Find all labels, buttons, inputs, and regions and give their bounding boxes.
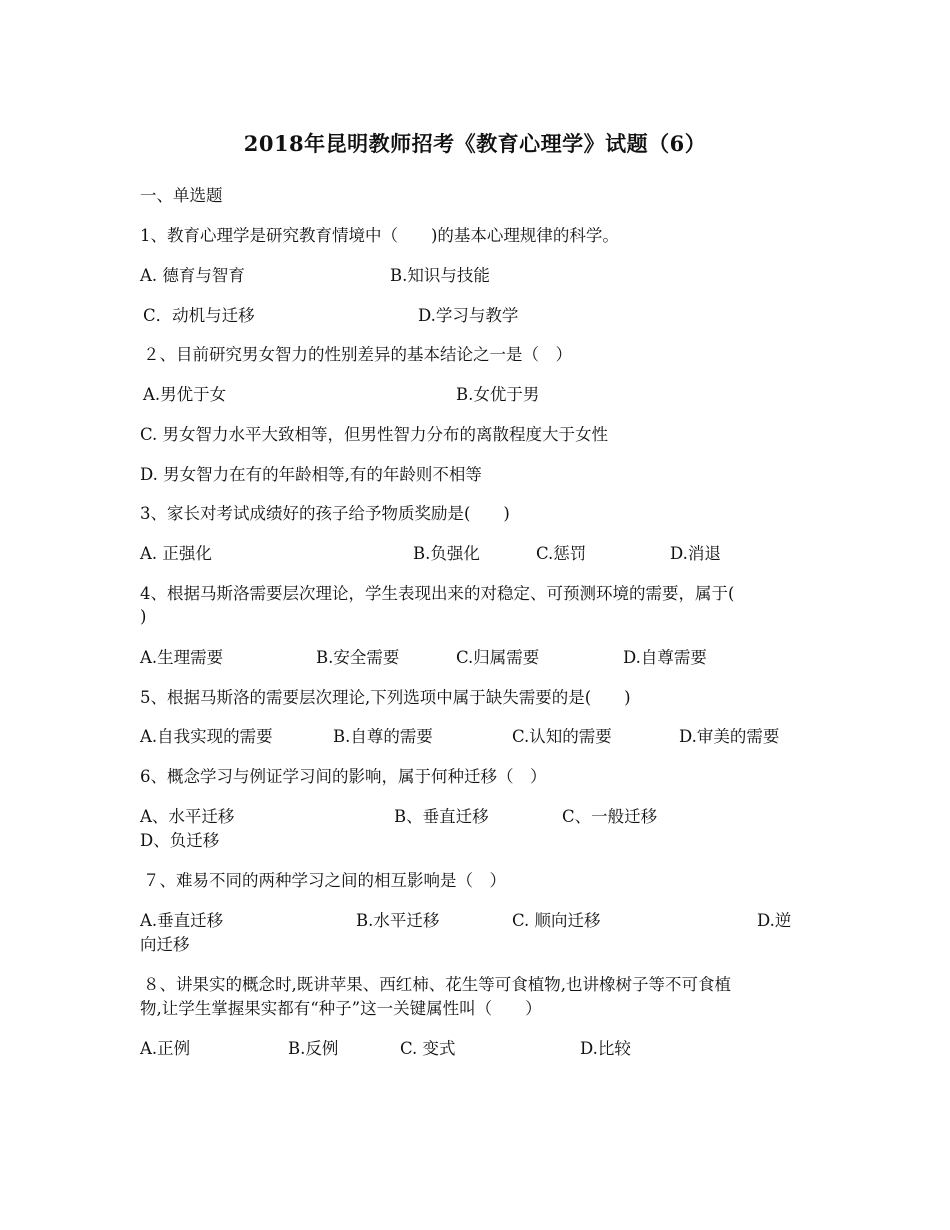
question-7-option-c: C. 顺向迁移 (512, 911, 601, 930)
question-5-option-d: D.审美的需要 (679, 727, 780, 746)
question-4-option-c: C.归属需要 (456, 648, 540, 667)
question-1-option-b: B.知识与技能 (390, 266, 490, 285)
question-7-option-d-continued: 向迁移 (140, 935, 190, 954)
question-5-option-b: B.自尊的需要 (333, 727, 433, 746)
question-4-option-a: A.生理需要 (140, 648, 224, 667)
question-3-option-a: A. 正强化 (140, 544, 212, 563)
question-3-option-c: C.惩罚 (536, 544, 587, 563)
question-2-option-b: B.女优于男 (456, 385, 540, 404)
question-2-stem: ２、目前研究男女智力的性别差异的基本结论之一是（ ） (143, 345, 572, 364)
question-6-stem: 6、概念学习与例证学习间的影响，属于何种迁移（ ） (140, 767, 547, 786)
question-1-option-d: D.学习与教学 (418, 306, 519, 325)
question-1-option-a: A. 德育与智育 (140, 266, 245, 285)
question-6-option-b: B、垂直迁移 (394, 807, 489, 826)
question-1-option-c: C．动机与迁移 (143, 306, 255, 325)
question-7-stem: ７、难易不同的两种学习之间的相互影响是（ ） (143, 871, 506, 890)
question-8-stem-line-1: ８、讲果实的概念时,既讲苹果、西红柿、花生等可食植物,也讲橡树子等不可食植 (143, 975, 731, 994)
section-heading: 一、单选题 (140, 186, 223, 205)
question-4-option-b: B.安全需要 (316, 648, 400, 667)
question-6-option-d: D、负迁移 (140, 831, 220, 850)
question-7-option-d: D.逆 (757, 911, 792, 930)
question-8-option-d: D.比较 (580, 1039, 631, 1058)
question-6-option-c: C、一般迁移 (562, 807, 658, 826)
question-3-option-b: B.负强化 (413, 544, 480, 563)
question-4-stem-line-1: 4、根据马斯洛需要层次理论，学生表现出来的对稳定、可预测环境的需要，属于( (140, 584, 735, 603)
question-5-option-c: C.认知的需要 (512, 727, 612, 746)
question-7-option-b: B.水平迁移 (356, 911, 440, 930)
question-4-option-d: D.自尊需要 (623, 648, 707, 667)
question-8-option-b: B.反例 (288, 1039, 339, 1058)
question-8-stem-line-2: 物,让学生掌握果实都有“种子”这一关键属性叫（ ） (140, 999, 542, 1018)
question-7-option-a: A.垂直迁移 (140, 911, 224, 930)
question-8-option-a: A.正例 (140, 1039, 191, 1058)
question-4-stem-line-2: ) (140, 607, 147, 626)
question-8-option-c: C. 变式 (400, 1039, 456, 1058)
page-title: 2018年昆明教师招考《教育心理学》试题（6） (243, 131, 707, 156)
question-5-option-a: A.自我实现的需要 (140, 727, 273, 746)
question-2-option-a: A.男优于女 (143, 385, 227, 404)
question-2-option-d: D. 男女智力在有的年龄相等,有的年龄则不相等 (140, 465, 482, 484)
question-3-stem: 3、家长对考试成绩好的孩子给予物质奖励是( ) (140, 504, 510, 523)
question-5-stem: 5、根据马斯洛的需要层次理论,下列选项中属于缺失需要的是( ) (140, 688, 631, 707)
question-6-option-a: A、水平迁移 (140, 807, 235, 826)
question-1-stem: 1、教育心理学是研究教育情境中（ )的基本心理规律的科学。 (140, 226, 619, 245)
question-2-option-c: C. 男女智力水平大致相等，但男性智力分布的离散程度大于女性 (140, 425, 609, 444)
question-3-option-d: D.消退 (670, 544, 721, 563)
